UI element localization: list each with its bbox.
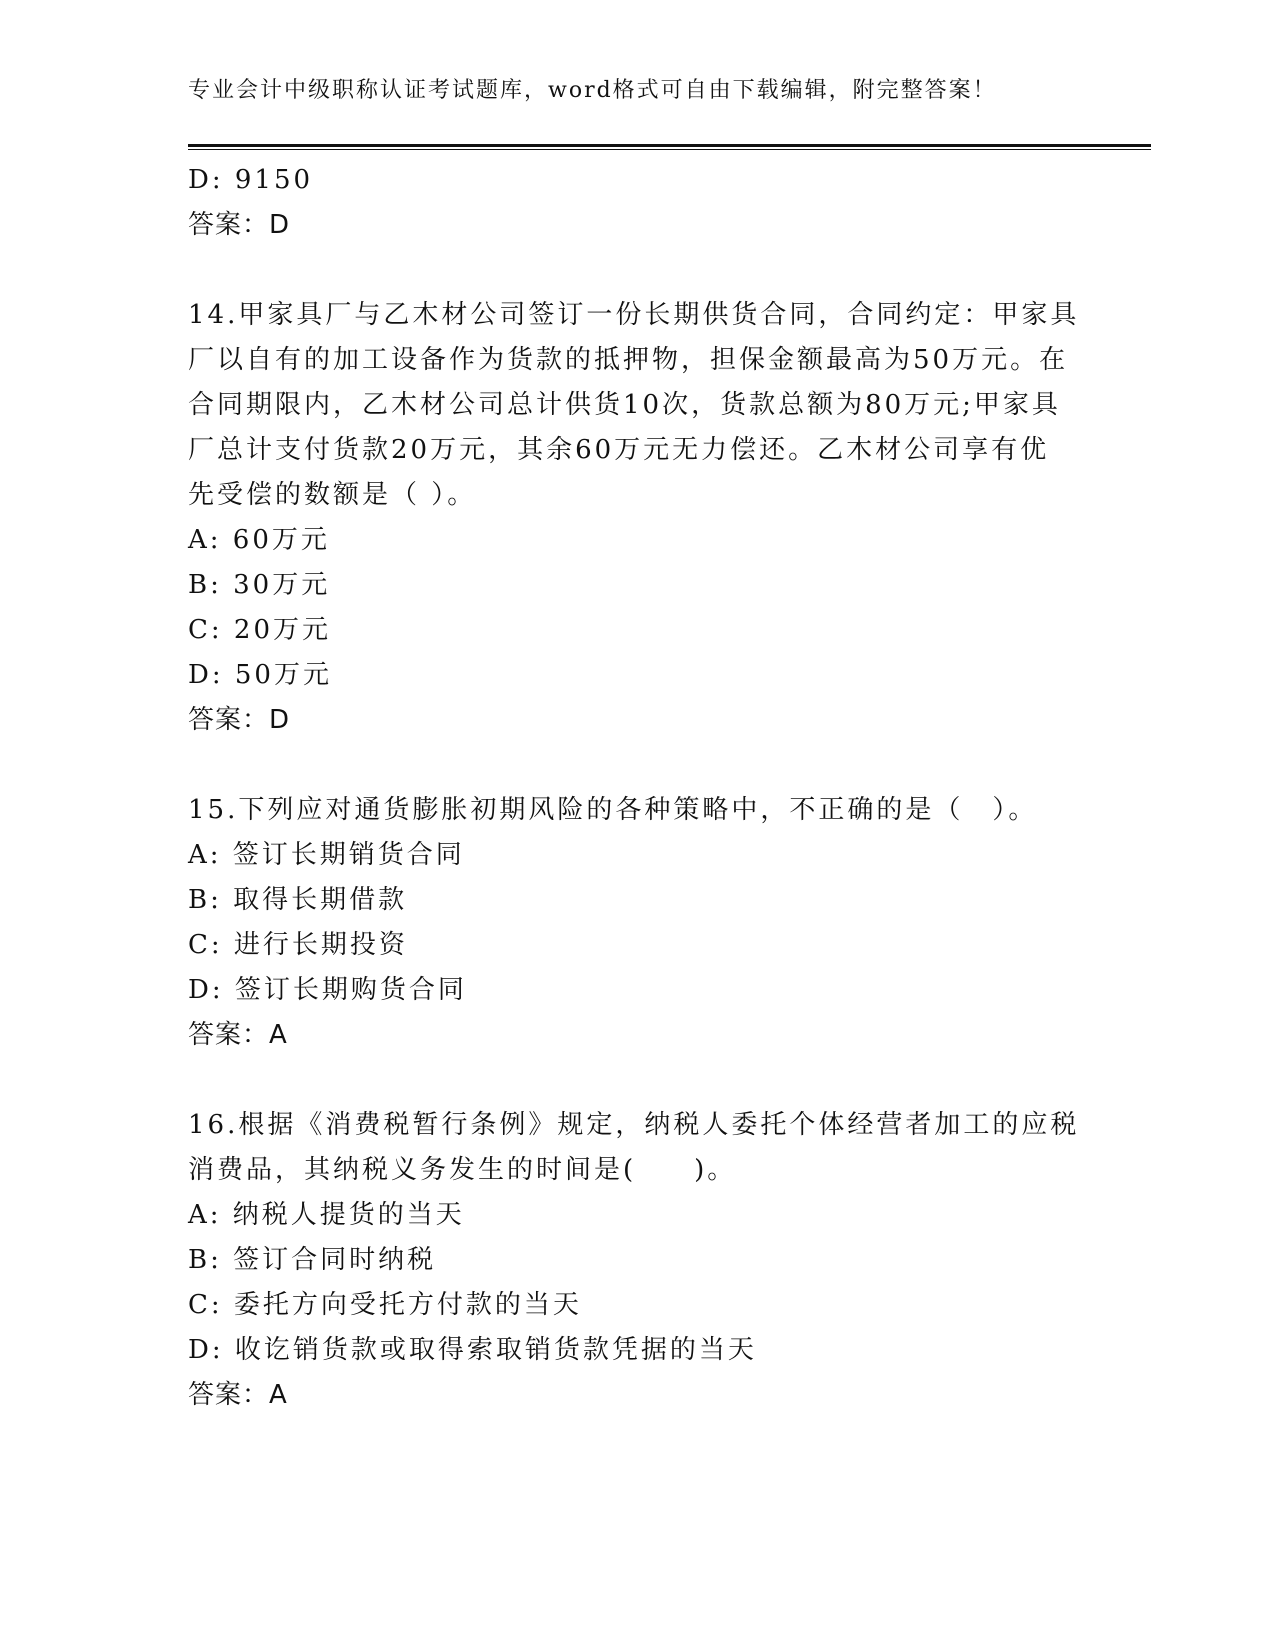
- answer-line: 答案：A: [188, 1020, 288, 1050]
- option-d: D: 签订长期购货合同: [188, 975, 467, 1005]
- question-stem-line: 消费品，其纳税义务发生的时间是( )。: [188, 1155, 737, 1185]
- option-b: B: 取得长期借款: [188, 885, 408, 915]
- option-a: A: 签订长期销货合同: [188, 840, 465, 870]
- option-c: C: 进行长期投资: [188, 930, 408, 960]
- question-stem-line: 先受偿的数额是（ ）。: [188, 480, 477, 510]
- option-b: B: 签订合同时纳税: [188, 1245, 437, 1275]
- option-c: C: 委托方向受托方付款的当天: [188, 1290, 582, 1320]
- header-rule-thick: [188, 144, 1151, 147]
- spacer: [188, 1058, 1088, 1103]
- option-b: B: 30万元: [188, 570, 331, 600]
- option-d: D: 50万元: [188, 660, 332, 690]
- option-c: C: 20万元: [188, 615, 332, 645]
- spacer: [188, 743, 1088, 788]
- answer-line: 答案：A: [188, 1380, 288, 1410]
- question-15: [188, 788, 1088, 1058]
- option-d: D: 收讫销货款或取得索取销货款凭据的当天: [188, 1335, 757, 1365]
- answer-line: 答案：D: [188, 705, 291, 735]
- option-a: A: 纳税人提货的当天: [188, 1200, 465, 1230]
- option-a: A: 60万元: [188, 525, 330, 555]
- question-content: [188, 158, 1088, 1418]
- question-stem-line: 15.下列应对通货膨胀初期风险的各种策略中，不正确的是（ ）。: [188, 795, 1038, 825]
- page-header: 专业会计中级职称认证考试题库，word格式可自由下载编辑，附完整答案！: [188, 78, 997, 103]
- question-14: [188, 293, 1088, 743]
- spacer: [188, 248, 1088, 293]
- header-rule-thin: [188, 149, 1151, 150]
- question-stem-line: 厂总计支付货款20万元，其余60万元无力偿还。乙木材公司享有优: [188, 435, 1050, 465]
- prev-answer: 答案：D: [188, 210, 291, 240]
- question-stem-line: 14.甲家具厂与乙木材公司签订一份长期供货合同，合同约定：甲家具: [188, 300, 1080, 330]
- question-stem-line: 16.根据《消费税暂行条例》规定，纳税人委托个体经营者加工的应税: [188, 1110, 1080, 1140]
- prev-option-d: D: 9150: [188, 165, 314, 195]
- question-stem-line: 合同期限内，乙木材公司总计供货10次，货款总额为80万元;甲家具: [188, 390, 1061, 420]
- question-16: [188, 1103, 1088, 1418]
- question-stem-line: 厂以自有的加工设备作为货款的抵押物，担保金额最高为50万元。在: [188, 345, 1069, 375]
